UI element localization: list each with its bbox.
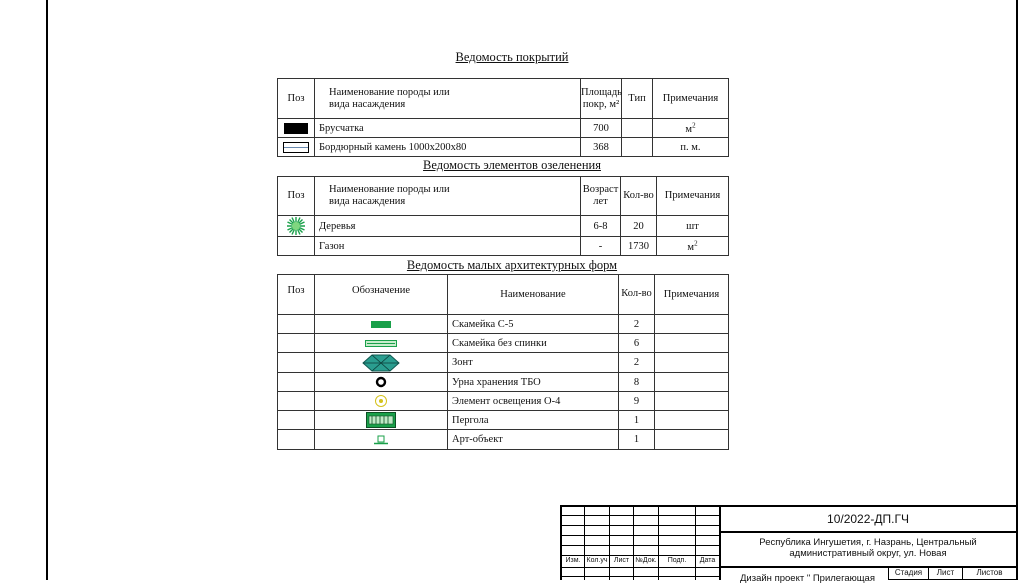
project-name: Дизайн проект " Прилегающая: [740, 573, 875, 584]
umbrella-icon: [362, 354, 400, 372]
black-rect-icon: [284, 123, 308, 134]
unit-m2: $м^2$: [685, 121, 696, 135]
bench-icon: [371, 321, 391, 328]
table-row: Бордюрный камень 1000х200х80 368 п. м.: [278, 138, 729, 157]
bench-no-back-icon: [365, 340, 397, 347]
table-row: Зонт 2: [278, 353, 729, 373]
stage-label: Стадия: [894, 568, 923, 577]
table-row: Пергола 1: [278, 411, 729, 430]
table-row: Урна хранения ТБО 8: [278, 373, 729, 392]
header-pos: Поз: [278, 79, 315, 119]
table-row: Газон - 1730 $м^2$: [278, 237, 729, 256]
coverings-title: Ведомость покрытий: [455, 50, 569, 64]
coverings-table: [277, 78, 729, 157]
tree-icon: [286, 216, 306, 236]
table-row: Скамейка С-5 2: [278, 315, 729, 334]
light-pole-icon: [374, 394, 388, 408]
table-row: Деревья 6-8 20 шт: [278, 216, 729, 237]
document-code: 10/2022-ДП.ГЧ: [827, 512, 909, 526]
address: Республика Ингушетия, г. Назрань, Центральный административный округ, ул. Новая: [759, 537, 977, 559]
col-label-date: Дата: [699, 557, 716, 564]
col-label-izm: Изм.: [565, 557, 581, 564]
col-label-list: Лист: [613, 557, 630, 564]
title-block: [560, 505, 1016, 584]
col-label-kol: Кол.уч: [586, 557, 608, 564]
header-area: Площадь покр, м²: [581, 79, 622, 119]
forms-table: Поз Обозначение Наименование Кол-во Примечания Скамейка С-5 2 Скамейка без спинки 6 Зонт 2 Урна хранения ТБО 8 Элемент освещения О-4 9 Пергола 1 Арт-объект 1: [277, 274, 729, 450]
pergola-icon: [366, 412, 396, 428]
header-type: Тип: [622, 79, 653, 119]
frame-left-border: [46, 0, 48, 580]
table-row: Арт-объект 1: [278, 430, 729, 450]
col-label-doc: №Док.: [635, 557, 657, 564]
header-notes: Примечания: [653, 79, 729, 119]
greenery-title: Ведомость элементов озеленения: [423, 158, 601, 172]
col-label-sign: Подп.: [667, 557, 687, 564]
sheet-label: Лист: [936, 568, 955, 577]
art-object-icon: [373, 435, 389, 445]
forms-title: Ведомость малых архитектурных форм: [406, 258, 618, 272]
unit-m2: $м^2$: [687, 239, 698, 253]
header-name: Наименование породы или вида насаждения: [315, 79, 581, 119]
table-row: Скамейка без спинки 6: [278, 334, 729, 353]
frame-right-border: [1016, 0, 1018, 580]
trash-bin-icon: [375, 376, 387, 388]
curb-stone-icon: [283, 142, 309, 153]
greenery-table: Поз Наименование породы или вида насаждения Возраст лет Кол-во Примечания Деревья 6-8 20 шт Газон - 1730 $м^2$: [277, 176, 729, 256]
table-row: Элемент освещения О-4 9: [278, 392, 729, 411]
sheets-label: Листов: [976, 568, 1003, 577]
table-row: Брусчатка 700 $м^2$: [278, 119, 729, 138]
